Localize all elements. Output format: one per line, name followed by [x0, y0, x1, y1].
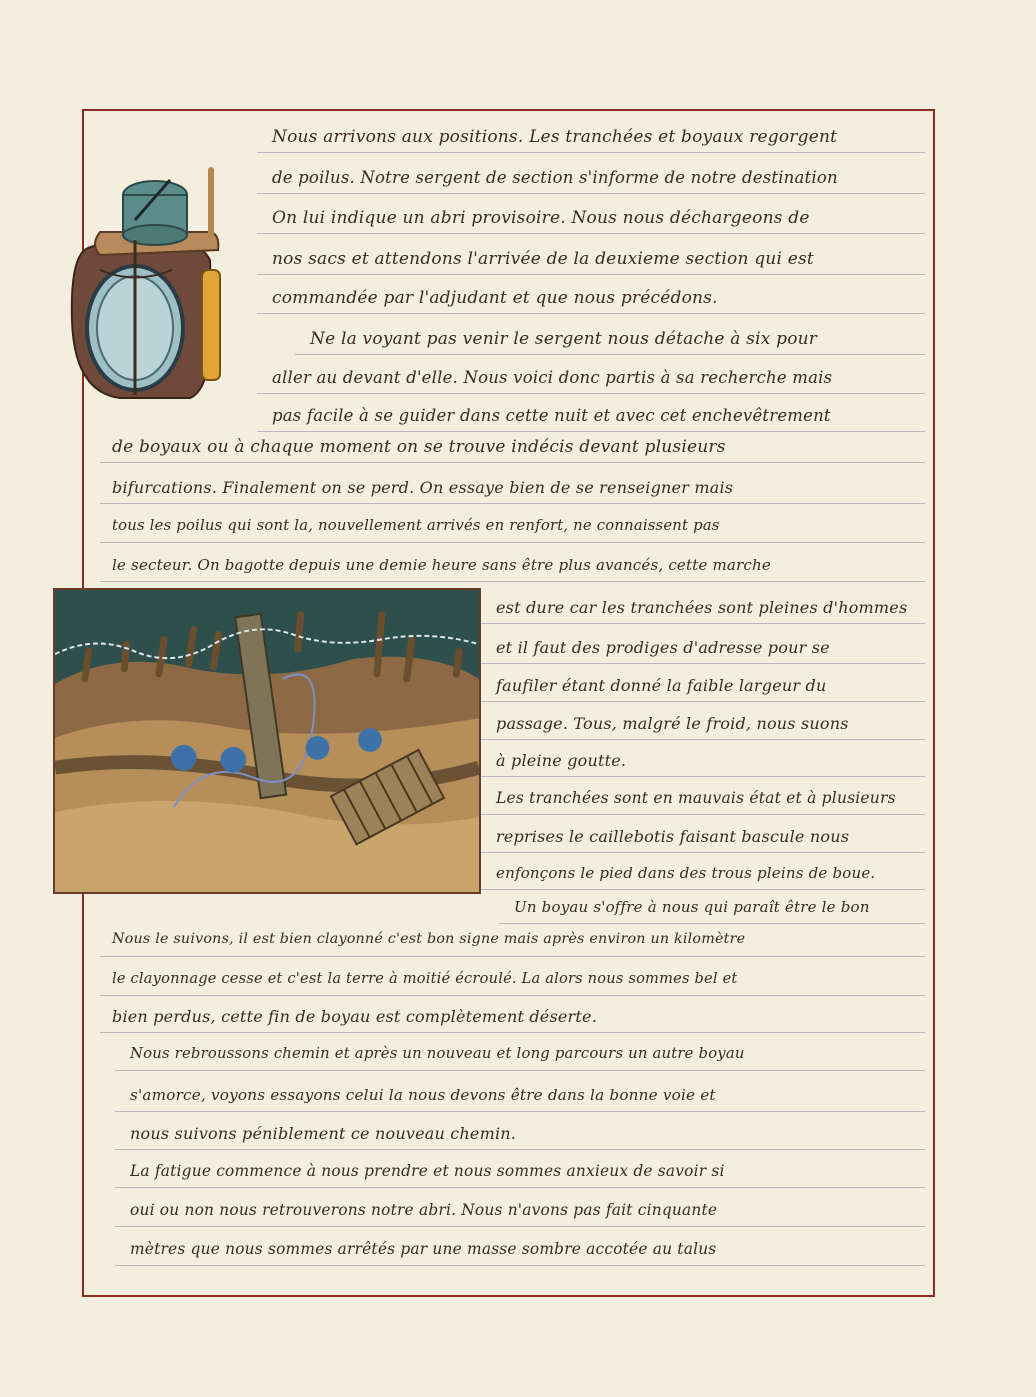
text-line: On lui indique un abri provisoire. Nous nous déchargeons de	[272, 208, 810, 228]
text-line: et il faut des prodiges d'adresse pour se	[496, 638, 830, 657]
ruled-line	[100, 1032, 925, 1033]
text-line: Un boyau s'offre à nous qui paraît être le bon	[514, 898, 870, 916]
text-line: mètres que nous sommes arrêtés par une masse sombre accotée au talus	[130, 1240, 717, 1258]
text-line: faufiler étant donné la faible largeur du	[496, 676, 827, 695]
ruled-line	[115, 1070, 925, 1071]
text-line: La fatigue commence à nous prendre et nous sommes anxieux de savoir si	[130, 1162, 725, 1180]
ruled-line	[481, 776, 925, 777]
text-line: Nous rebroussons chemin et après un nouveau et long parcours un autre boyau	[130, 1045, 745, 1062]
ruled-line	[481, 701, 925, 702]
ruled-line	[481, 623, 925, 624]
text-line: pas facile à se guider dans cette nuit et avec cet enchevêtrement	[272, 406, 831, 425]
text-line: bifurcations. Finalement on se perd. On essaye bien de se renseigner mais	[112, 478, 734, 497]
ruled-line	[481, 739, 925, 740]
text-line: tous les poilus qui sont la, nouvellement arrivés en renfort, ne connaissent pas	[112, 517, 720, 534]
text-line: de poilus. Notre sergent de section s'informe de notre destination	[272, 168, 838, 187]
ruled-line	[100, 956, 925, 957]
canteen-illustration	[60, 160, 230, 405]
ruled-line	[115, 1111, 925, 1112]
text-line: Nous arrivons aux positions. Les tranchées et boyaux regorgent	[272, 127, 838, 147]
text-line: oui ou non nous retrouverons notre abri. Nous n'avons pas fait cinquante	[130, 1201, 718, 1219]
text-line: bien perdus, cette fin de boyau est complètement déserte.	[112, 1007, 597, 1026]
ruled-line	[481, 852, 925, 853]
text-line: à pleine goutte.	[496, 751, 627, 770]
ruled-line	[481, 889, 925, 890]
ruled-line	[257, 393, 925, 394]
ruled-line	[257, 431, 925, 432]
ruled-line	[257, 152, 925, 153]
text-line: s'amorce, voyons essayons celui la nous devons être dans la bonne voie et	[130, 1086, 716, 1104]
ruled-line	[499, 923, 925, 924]
ruled-line	[257, 193, 925, 194]
canteen-and-bag-icon	[60, 160, 230, 405]
text-line: Les tranchées sont en mauvais état et à plusieurs	[496, 789, 896, 807]
ruled-line	[295, 354, 925, 355]
text-line: Nous le suivons, il est bien clayonné c'est bon signe mais après environ un kilomètre	[112, 931, 746, 947]
ruled-line	[481, 814, 925, 815]
ruled-line	[100, 995, 925, 996]
text-line: nos sacs et attendons l'arrivée de la deuxieme section qui est	[272, 249, 814, 269]
text-line: Ne la voyant pas venir le sergent nous détache à six pour	[310, 329, 818, 349]
ruled-line	[115, 1149, 925, 1150]
trench-illustration	[53, 588, 481, 894]
trench-barbed-wire-icon	[55, 590, 479, 892]
ruled-line	[481, 663, 925, 664]
text-line: nous suivons péniblement ce nouveau chemin.	[130, 1124, 517, 1143]
ruled-line	[100, 503, 925, 504]
text-line: commandée par l'adjudant et que nous précédons.	[272, 288, 718, 308]
ruled-line	[115, 1265, 925, 1266]
ruled-line	[115, 1187, 925, 1188]
text-line: de boyaux ou à chaque moment on se trouve indécis devant plusieurs	[112, 437, 726, 457]
text-line: le clayonnage cesse et c'est la terre à moitié écroulé. La alors nous sommes bel et	[112, 970, 738, 987]
ruled-line	[257, 274, 925, 275]
text-line: enfonçons le pied dans des trous pleins de boue.	[496, 864, 876, 882]
text-line: aller au devant d'elle. Nous voici donc partis à sa recherche mais	[272, 368, 833, 387]
text-line: est dure car les tranchées sont pleines d'hommes	[496, 598, 908, 617]
text-line: passage. Tous, malgré le froid, nous suons	[496, 714, 849, 733]
ruled-line	[257, 313, 925, 314]
ruled-line	[100, 581, 925, 582]
ruled-line	[115, 1226, 925, 1227]
ruled-line	[257, 233, 925, 234]
ruled-line	[100, 542, 925, 543]
text-line: le secteur. On bagotte depuis une demie heure sans être plus avancés, cette marche	[112, 556, 771, 574]
text-line: reprises le caillebotis faisant bascule nous	[496, 827, 850, 846]
ruled-line	[100, 462, 925, 463]
